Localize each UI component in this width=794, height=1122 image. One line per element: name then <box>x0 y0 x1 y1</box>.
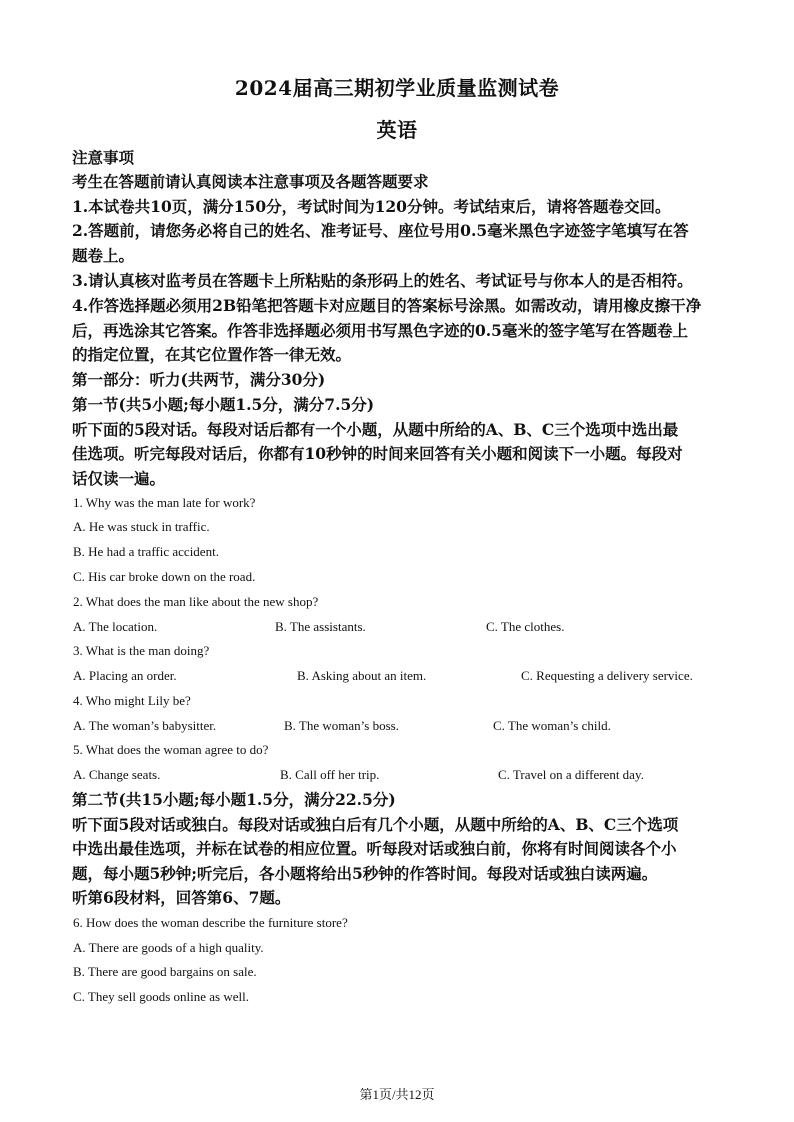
option: C. The clothes. <box>486 619 565 634</box>
option: C. They sell goods online as well. <box>73 989 249 1004</box>
question-stem: 3. What is the man doing? <box>73 643 210 658</box>
option: A. The location. <box>73 619 158 634</box>
notice-line: 3.请认真核对监考员在答题卡上所粘贴的条形码上的姓名、考试证号与你本人的是否相符。 <box>72 271 693 290</box>
option: B. There are good bargains on sale. <box>73 964 257 979</box>
section2-title: 第二节(共15小题;每小题1.5分，满分22.5分) <box>72 790 396 809</box>
option: B. The woman’s boss. <box>284 718 399 733</box>
part1-title: 第一部分：听力(共两节，满分30分) <box>72 370 326 389</box>
option: C. His car broke down on the road. <box>73 569 256 584</box>
notice-line: 2.答题前，请您务必将自己的姓名、准考证号、座位号用0.5毫米黑色字迹签字笔填写在答 <box>72 221 689 240</box>
question-stem: 5. What does the woman agree to do? <box>73 742 269 757</box>
option: A. There are goods of a high quality. <box>73 940 264 955</box>
subject-title: 英语 <box>376 118 418 142</box>
section2-instruction: 听下面5段对话或独白。每段对话或独白后有几个小题，从题中所给的A、B、C三个选项 <box>72 815 679 834</box>
notice-line: 1.本试卷共10页，满分150分，考试时间为120分钟。考试结束后，请将答题卷交回。 <box>72 197 671 216</box>
notice-line: 4.作答选择题必须用2B铅笔把答题卡对应题目的答案标号涂黑。如需改动，请用橡皮擦干净 <box>72 296 702 315</box>
notice-intro: 考生在答题前请认真阅读本注意事项及各题答题要求 <box>72 172 429 191</box>
option: A. The woman’s babysitter. <box>73 718 217 733</box>
section1-instruction: 听下面的5段对话。每段对话后都有一个小题，从题中所给的A、B、C三个选项中选出最 <box>72 420 679 439</box>
notice-line: 题卷上。 <box>72 246 135 265</box>
option: C. Requesting a delivery service. <box>521 668 693 683</box>
section2-instruction: 题，每小题5秒钟;听完后，各小题将给出5秒钟的作答时间。每段对话或独白读两遍。 <box>72 864 658 883</box>
page-number: 第1页/共12页 <box>359 1087 435 1102</box>
question-stem: 6. How does the woman describe the furniture store? <box>73 915 348 930</box>
option: B. Call off her trip. <box>280 767 380 782</box>
option: B. Asking about an item. <box>297 668 427 683</box>
exam-title: 2024届高三期初学业质量监测试卷 <box>234 76 560 100</box>
notice-line: 后，再选涂其它答案。作答非选择题必须用书写黑色字迹的0.5毫米的签字笔写在答题卷上 <box>72 321 688 340</box>
section1-title: 第一节(共5小题;每小题1.5分，满分7.5分) <box>72 395 375 414</box>
option: A. He was stuck in traffic. <box>73 519 210 534</box>
question-stem: 1. Why was the man late for work? <box>73 495 256 510</box>
section1-instruction: 话仅读一遍。 <box>72 469 166 488</box>
option: A. Placing an order. <box>73 668 177 683</box>
option: C. Travel on a different day. <box>498 767 644 782</box>
notice-heading: 注意事项 <box>72 148 135 167</box>
question-stem: 2. What does the man like about the new shop? <box>73 594 319 609</box>
option: C. The woman’s child. <box>493 718 611 733</box>
section2-instruction: 中选出最佳选项，并标在试卷的相应位置。听每段对话或独白前，你将有时间阅读各个小 <box>72 839 677 858</box>
material-instruction: 听第6段材料，回答第6、7题。 <box>72 888 291 907</box>
option: A. Change seats. <box>73 767 161 782</box>
section1-instruction: 佳选项。听完每段对话后，你都有10秒钟的时间来回答有关小题和阅读下一小题。每段对 <box>72 444 683 463</box>
option: B. The assistants. <box>275 619 366 634</box>
option: B. He had a traffic accident. <box>73 544 219 559</box>
notice-line: 的指定位置，在其它位置作答一律无效。 <box>72 345 352 364</box>
question-stem: 4. Who might Lily be? <box>73 693 191 708</box>
